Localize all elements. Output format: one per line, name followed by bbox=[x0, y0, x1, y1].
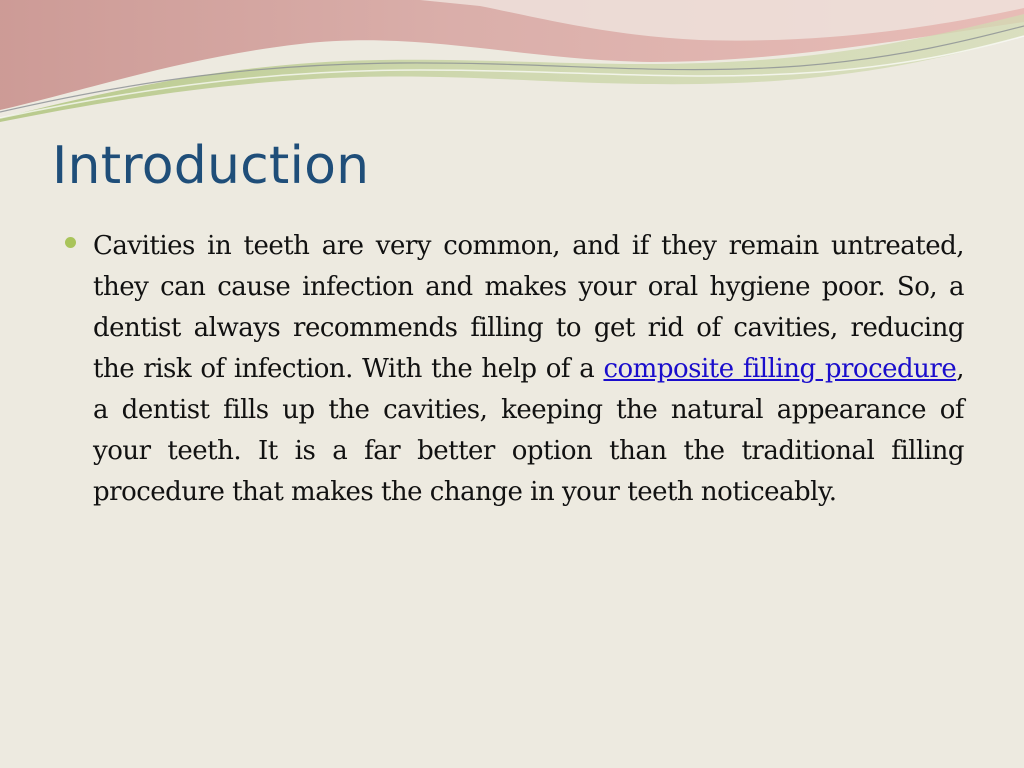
paragraph-text-before-link: Cavities in teeth are very common, and if they remain untreated, they can cause infection and makes your oral hygiene poor. So, a dentist always recommends filling to get rid of cavities, reducing the risk of infection. With the help of a bbox=[93, 231, 964, 384]
decorative-wave-header bbox=[0, 0, 1024, 130]
paragraph-text-after-link: , a dentist fills up the cavities, keeping the natural appearance of your teeth. It is a far better option than the traditional filling procedure that makes the change in your teeth noticeably. bbox=[93, 354, 964, 507]
bullet-dot bbox=[65, 237, 76, 248]
slide-title: Introduction bbox=[52, 136, 370, 196]
bullet-paragraph bbox=[93, 226, 964, 513]
composite-filling-procedure-link[interactable]: composite filling procedure bbox=[603, 354, 957, 384]
bullet-list bbox=[62, 226, 964, 513]
